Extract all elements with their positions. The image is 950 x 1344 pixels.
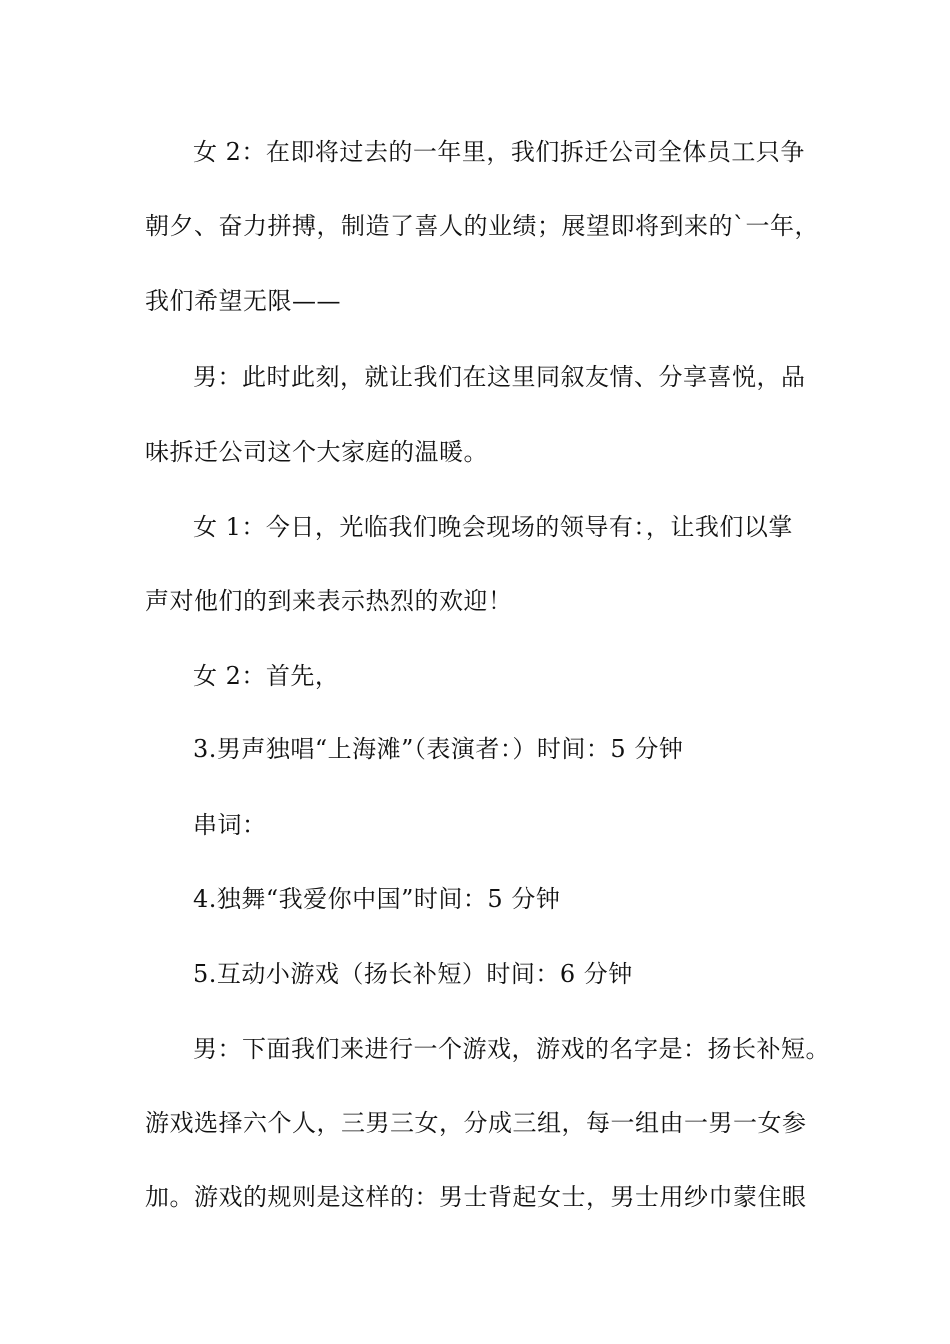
paragraph-line-4: 男：此时此刻，就让我们在这里同叙友情、分享喜悦，品 bbox=[193, 363, 806, 391]
paragraph-line-7: 声对他们的到来表示热烈的欢迎！ bbox=[145, 587, 513, 615]
program-item-3: 3.男声独唱“上海滩”（表演者：）时间：5 分钟 bbox=[193, 735, 684, 763]
paragraph-line-6: 女 1：今日，光临我们晚会现场的领导有：，让我们以掌 bbox=[193, 513, 793, 541]
paragraph-line-10: 串词： bbox=[193, 811, 267, 839]
paragraph-line-8: 女 2：首先， bbox=[193, 662, 340, 690]
paragraph-line-5: 味拆迁公司这个大家庭的温暖。 bbox=[145, 438, 488, 466]
paragraph-line-14: 游戏选择六个人，三男三女，分成三组，每一组由一男一女参 bbox=[145, 1109, 807, 1137]
program-item-5: 5.互动小游戏（扬长补短）时间：6 分钟 bbox=[193, 960, 633, 988]
program-item-4: 4.独舞“我爱你中国”时间：5 分钟 bbox=[193, 885, 561, 913]
paragraph-line-1: 女 2：在即将过去的一年里，我们拆迁公司全体员工只争 bbox=[193, 138, 805, 166]
paragraph-line-2: 朝夕、奋力拼搏，制造了喜人的业绩；展望即将到来的`一年， bbox=[145, 212, 819, 240]
paragraph-line-13: 男：下面我们来进行一个游戏，游戏的名字是：扬长补短。 bbox=[193, 1035, 830, 1063]
paragraph-line-3: 我们希望无限—— bbox=[145, 287, 341, 315]
paragraph-line-15: 加。游戏的规则是这样的：男士背起女士，男士用纱巾蒙住眼 bbox=[145, 1183, 807, 1211]
